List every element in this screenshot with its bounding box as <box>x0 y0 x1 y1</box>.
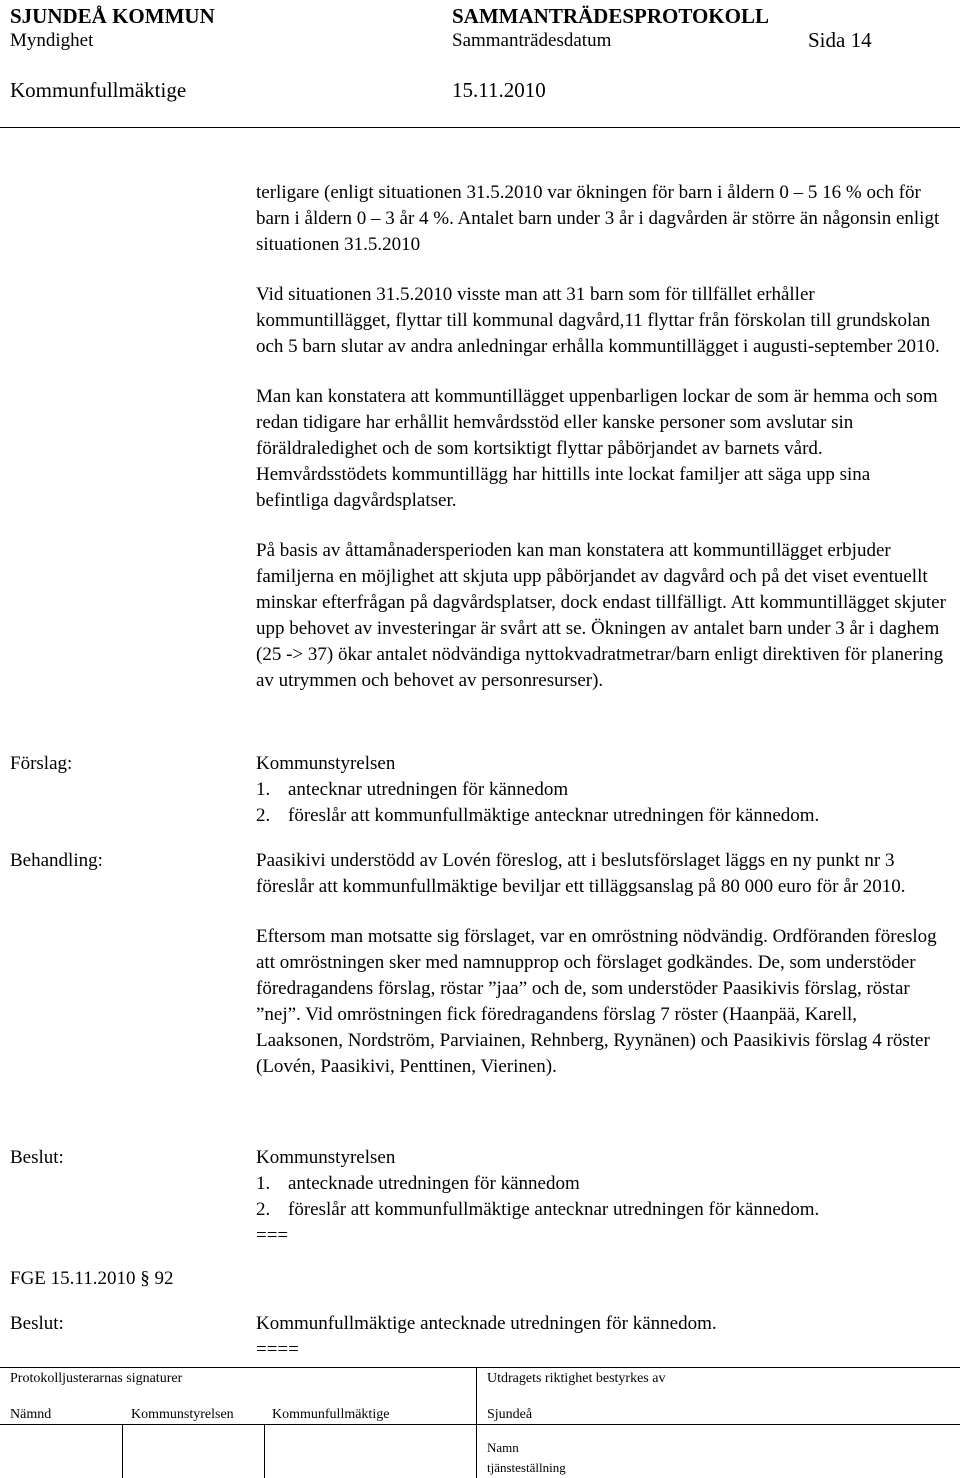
beslut-item-1: 1. antecknade utredningen för kännedom <box>256 1173 580 1194</box>
behandling-paragraph-1: Paasikivi understödd av Lovén föreslog, att i beslutsförslaget läggs en ny punkt nr 3 föreslår att kommunfullmäktige beviljar ett tilläggsanslag på 80 000 euro för år 2010. <box>256 850 906 897</box>
fge-body: Kommunfullmäktige antecknade utredningen för kännedom. <box>256 1313 717 1334</box>
footer-row-divider <box>0 1424 960 1425</box>
verified-by-label: Utdragets riktighet bestyrkes av <box>487 1371 666 1386</box>
meeting-date: 15.11.2010 <box>452 78 546 102</box>
paragraph-4: På basis av åttamånadersperioden kan man konstatera att kommuntillägget erbjuder familjerna en möjlighet att skjuta upp påbörjandet av dagvård och på det viset eventuellt minskar efterfrågan på dagvårdsplatser, dock endast tillfälligt. Att kommuntillägget skjuter upp behovet av investeringar är svårt att se. Ökningen av antalet barn under 3 år i daghem (25 -> 37) ökar antalet nödvändiga nyttokvadratmetrar/barn enligt direktiven för planering av utrymmen och behovet av personresurser). <box>256 540 946 691</box>
authority-name: Kommunfullmäktige <box>10 78 187 102</box>
beslut-end-mark: === <box>256 1225 289 1246</box>
footer-col-kommunfullmaktige: Kommunfullmäktige <box>272 1407 390 1422</box>
municipality-name: SJUNDEÅ KOMMUN <box>10 4 215 28</box>
footer-position-label: tjänsteställning <box>487 1460 566 1475</box>
footer-center-divider <box>476 1367 477 1478</box>
page-number: Sida 14 <box>808 28 872 52</box>
header-divider <box>0 127 960 128</box>
fge-reference: FGE 15.11.2010 § 92 <box>10 1268 174 1289</box>
footer-col-kommunstyrelsen: Kommunstyrelsen <box>131 1407 234 1422</box>
paragraph-1: terligare (enligt situationen 31.5.2010 var ökningen för barn i åldern 0 – 5 16 % och för barn i åldern 0 – 3 år 4 %. Antalet barn under 3 år i dagvården är större än någonsin enligt situationen 31.5.2010 <box>256 182 940 255</box>
behandling-paragraph-2: Eftersom man motsatte sig förslaget, var en omröstning nödvändig. Ordföranden föreslog att omröstningen sker med namnupprop och förslaget godkändes. De, som understöder föredragandens förslag, röstar ”jaa” och de, som understöder Paasikivis förslag, röstar ”nej”. Vid omröstningen fick föredragandens förslag 7 röster (Haanpää, Karell, Laaksonen, Nordström, Parviainen, Rehnberg, Ryynänen) och Paasikivis förslag 4 röster (Lovén, Paasikivi, Penttinen, Vierinen). <box>256 926 937 1077</box>
footer-sig-divider-1 <box>122 1424 123 1478</box>
signatures-label: Protokolljusterarnas signaturer <box>10 1371 183 1386</box>
fge-beslut-label: Beslut: <box>10 1313 64 1334</box>
forslag-item-1: 1. antecknar utredningen för kännedom <box>256 779 569 800</box>
beslut-item-2: 2. föreslår att kommunfullmäktige antecknar utredningen för kännedom. <box>256 1199 820 1220</box>
fge-end-mark: ==== <box>256 1339 299 1360</box>
footer-sig-divider-2 <box>264 1424 265 1478</box>
paragraph-3: Man kan konstatera att kommuntillägget uppenbarligen lockar de som är hemma och som redan tidigare har erhållit hemvårdsstöd eller kanske personer som avslutar sin föräldraledighet och de som kortsiktigt flyttar påbörjandet av barnets vård. Hemvårdsstödets kommuntillägg har hittills inte lockat familjer att säga upp sina befintliga dagvårdsplatser. <box>256 386 938 511</box>
body-text <box>256 180 946 694</box>
footer-divider <box>0 1367 960 1368</box>
behandling-block <box>256 848 946 1080</box>
forslag-label: Förslag: <box>10 753 73 774</box>
document-type: SAMMANTRÄDESPROTOKOLL <box>452 4 769 28</box>
footer-col-namnd: Nämnd <box>10 1407 52 1422</box>
meeting-date-label: Sammanträdesdatum <box>452 30 612 51</box>
beslut-block <box>256 1145 946 1249</box>
footer-name-label: Namn <box>487 1440 519 1455</box>
paragraph-2: Vid situationen 31.5.2010 visste man att 31 barn som för tillfället erhåller kommuntillägget, flyttar till kommunal dagvård,11 flyttar från förskolan till grundskolan och 5 barn slutar av andra anledningar erhålla kommuntillägget i augusti-september 2010. <box>256 284 940 357</box>
fge-block <box>256 1311 946 1363</box>
authority-label: Myndighet <box>10 30 94 51</box>
beslut-label: Beslut: <box>10 1147 64 1168</box>
forslag-item-2: 2. föreslår att kommunfullmäktige antecknar utredningen för kännedom. <box>256 805 820 826</box>
footer-place: Sjundeå <box>487 1407 533 1422</box>
forslag-body: Kommunstyrelsen <box>256 753 396 774</box>
beslut-body: Kommunstyrelsen <box>256 1147 396 1168</box>
behandling-label: Behandling: <box>10 850 103 871</box>
forslag-block <box>256 751 946 829</box>
